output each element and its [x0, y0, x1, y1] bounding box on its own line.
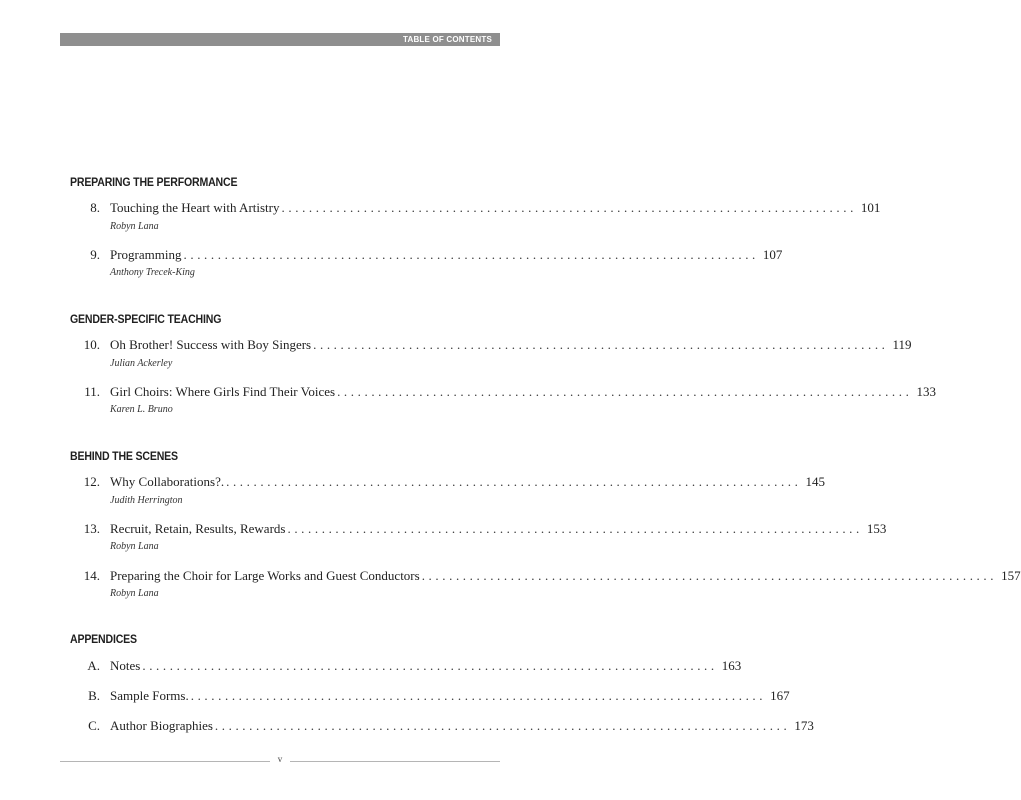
entry-page: 153 [866, 521, 887, 536]
dot-leader: .................................................................................... [337, 384, 913, 399]
entry-number: 12. [83, 474, 100, 489]
entry-page: 157 [1001, 568, 1021, 583]
entry-author: Robyn Lana [110, 221, 159, 232]
dot-leader: .................................................................................... [142, 658, 718, 673]
toc-entry[interactable] [80, 247, 783, 263]
section-heading: APPENDICES [70, 632, 137, 646]
toc-entry[interactable] [80, 688, 790, 704]
toc-entry[interactable] [80, 384, 936, 400]
dot-leader: .................................................................................... [421, 568, 998, 583]
entry-number: 10. [83, 337, 100, 352]
toc-entry[interactable] [80, 568, 1021, 584]
footer-rule-left [60, 761, 270, 762]
toc-entry[interactable] [80, 474, 825, 490]
entry-title: Notes [110, 658, 141, 673]
dot-leader: .................................................................................... [313, 337, 889, 352]
entry-title: Recruit, Retain, Results, Rewards [110, 521, 286, 536]
footer-rule-right [290, 761, 500, 762]
running-header-title: TABLE OF CONTENTS [402, 35, 492, 44]
entry-number: B. [88, 688, 100, 703]
dot-leader: .................................................................................... [281, 200, 857, 215]
entry-page: 133 [916, 384, 936, 399]
entry-author: Robyn Lana [110, 541, 159, 552]
entry-page: 101 [860, 200, 881, 215]
dot-leader: .................................................................................... [183, 247, 759, 262]
section-heading: PREPARING THE PERFORMANCE [70, 175, 238, 189]
entry-page: 107 [762, 247, 783, 262]
page-number: v [277, 754, 283, 764]
dot-leader: .................................................................................... [287, 521, 863, 536]
entry-number: 9. [90, 247, 100, 262]
dot-leader: .................................................................................... [190, 688, 767, 703]
entry-page: 119 [892, 337, 912, 352]
entry-author: Robyn Lana [110, 588, 159, 599]
entry-author: Anthony Trecek-King [110, 267, 195, 278]
section-heading: GENDER-SPECIFIC TEACHING [70, 312, 222, 326]
running-header-bar [60, 33, 500, 46]
entry-author: Judith Herrington [110, 495, 183, 506]
dot-leader: .................................................................................... [226, 474, 802, 489]
entry-title: Girl Choirs: Where Girls Find Their Voices [110, 384, 336, 399]
entry-title: Programming [110, 247, 182, 262]
toc-entry[interactable] [80, 521, 887, 537]
entry-author: Julian Ackerley [110, 358, 173, 369]
toc-entry[interactable] [80, 718, 814, 734]
toc-entry[interactable] [80, 337, 912, 353]
entry-number: A. [87, 658, 100, 673]
entry-number: 14. [83, 568, 100, 583]
toc-entry[interactable] [80, 200, 881, 216]
entry-author: Karen L. Bruno [110, 404, 173, 415]
entry-number: 11. [84, 384, 100, 399]
entry-page: 167 [770, 688, 790, 703]
entry-number: C. [88, 718, 100, 733]
entry-number: 13. [83, 521, 100, 536]
entry-page: 145 [805, 474, 825, 489]
section-heading: BEHIND THE SCENES [70, 449, 178, 463]
entry-title: Oh Brother! Success with Boy Singers [110, 337, 312, 352]
entry-title: Author Biographies [110, 718, 213, 733]
entry-title: Why Collaborations?. [110, 474, 225, 489]
entry-title: Preparing the Choir for Large Works and Guest Conductors [110, 568, 420, 583]
entry-page: 163 [721, 658, 742, 673]
entry-number: 8. [90, 200, 100, 215]
entry-title: Touching the Heart with Artistry [110, 200, 280, 215]
entry-title: Sample Forms. [110, 688, 189, 703]
entry-page: 173 [794, 718, 814, 733]
toc-entry[interactable] [80, 658, 742, 674]
dot-leader: .................................................................................... [214, 718, 791, 733]
